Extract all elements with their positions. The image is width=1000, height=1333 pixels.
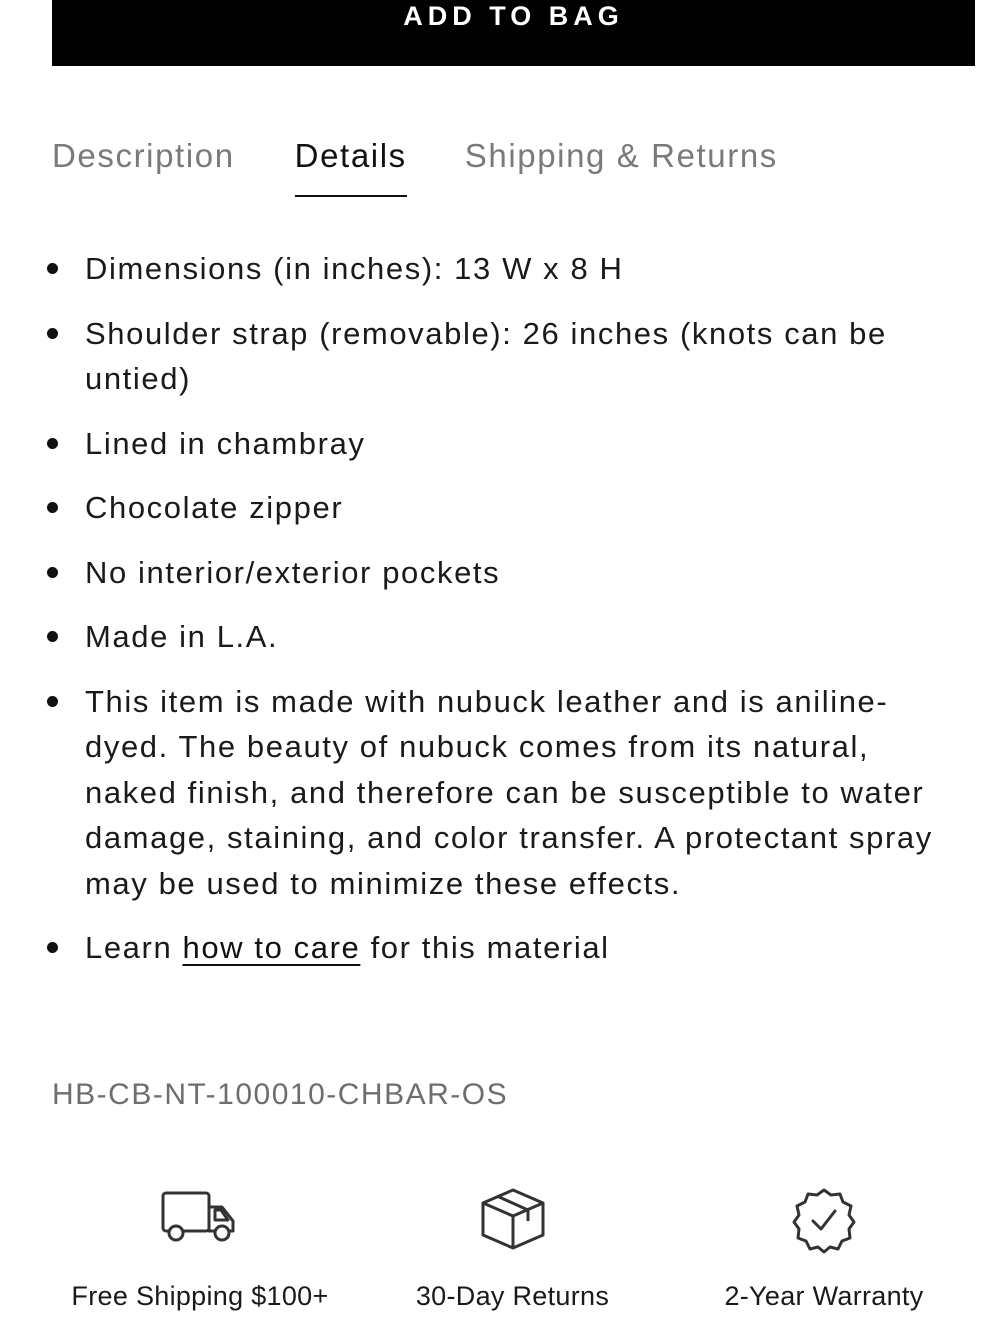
badge-check-icon bbox=[789, 1185, 859, 1255]
bullet-icon bbox=[47, 696, 58, 707]
product-sku: HB-CB-NT-100010-CHBAR-OS bbox=[52, 1078, 509, 1111]
list-item bbox=[85, 311, 965, 402]
feature-warranty bbox=[710, 1185, 938, 1312]
bullet-icon bbox=[47, 942, 58, 953]
detail-text: Made in L.A. bbox=[85, 619, 279, 654]
detail-text: No interior/exterior pockets bbox=[85, 554, 501, 590]
list-item bbox=[85, 614, 965, 660]
truck-icon bbox=[160, 1185, 240, 1255]
detail-text: Shoulder strap (removable): 26 inches (knots can be untied) bbox=[85, 315, 887, 396]
how-to-care-link[interactable]: how to care bbox=[182, 930, 361, 965]
feature-label: 30-Day Returns bbox=[415, 1281, 610, 1311]
details-list bbox=[85, 246, 965, 990]
add-to-bag-button[interactable]: ADD TO BAG bbox=[52, 0, 975, 66]
product-info-tabs bbox=[52, 137, 778, 197]
feature-strip bbox=[0, 1185, 1000, 1333]
care-suffix: for this material bbox=[360, 930, 610, 965]
box-icon bbox=[478, 1185, 548, 1255]
tab-shipping-returns[interactable]: Shipping & Returns bbox=[464, 137, 778, 174]
bullet-icon bbox=[47, 631, 58, 642]
bullet-icon bbox=[47, 502, 58, 513]
bullet-icon bbox=[47, 328, 58, 339]
list-item bbox=[85, 421, 965, 467]
detail-text: Lined in chambray bbox=[85, 425, 366, 461]
detail-text: This item is made with nubuck leather and is aniline-dyed. The beauty of nubuck comes from its natural, naked finish, and therefore can be susceptible to water damage, staining, and color transfer. A protectant spray may be used to minimize these effects. bbox=[85, 683, 933, 901]
detail-text: Dimensions (in inches): 13 W x 8 H bbox=[85, 251, 624, 286]
feature-label: Free Shipping $100+ bbox=[71, 1281, 329, 1311]
feature-free-shipping bbox=[55, 1185, 345, 1312]
care-prefix: Learn bbox=[85, 930, 183, 965]
tab-description[interactable]: Description bbox=[52, 137, 235, 174]
feature-returns bbox=[400, 1185, 625, 1312]
detail-text: Chocolate zipper bbox=[85, 490, 344, 525]
list-item-care bbox=[85, 925, 965, 971]
feature-label: 2-Year Warranty bbox=[724, 1281, 924, 1311]
bullet-icon bbox=[47, 567, 58, 578]
list-item bbox=[85, 550, 965, 596]
list-item bbox=[85, 679, 965, 907]
list-item bbox=[85, 485, 965, 531]
list-item bbox=[85, 246, 965, 292]
bullet-icon bbox=[47, 438, 58, 449]
tab-details[interactable]: Details bbox=[295, 137, 407, 197]
bullet-icon bbox=[47, 263, 58, 274]
